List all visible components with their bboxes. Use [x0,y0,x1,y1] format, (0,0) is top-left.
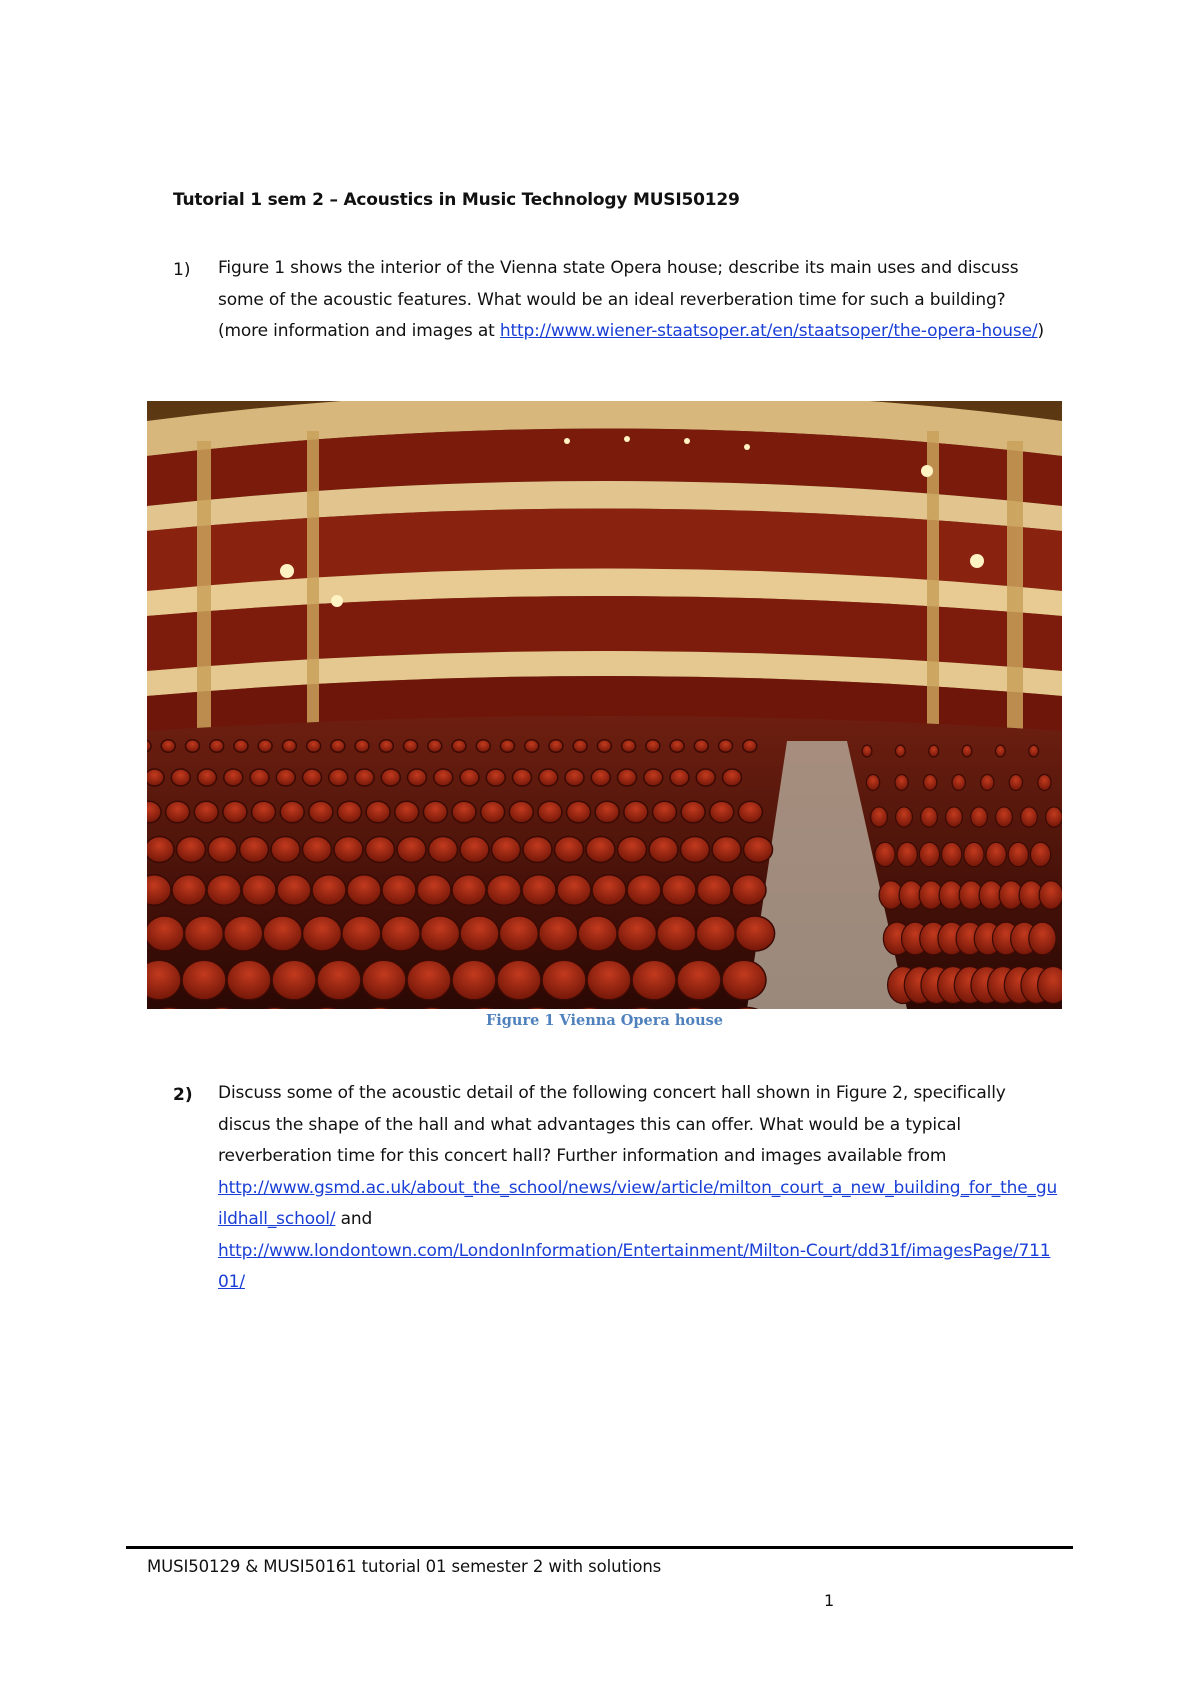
seat-shape [460,916,499,951]
seat-shape [182,960,226,1000]
seat-shape [981,775,994,791]
seat-shape [263,916,302,951]
seat-shape [481,801,505,823]
seat-shape [362,960,406,1000]
seat-shape [347,875,381,906]
question-2-text [218,1078,1058,1299]
seat-shape [895,775,908,791]
seat-shape [1021,807,1038,827]
seat-shape [871,807,888,827]
seat-shape [240,836,269,862]
seat-shape [486,769,505,786]
seat-shape [1038,775,1051,791]
seat-shape [722,960,766,1000]
seat-shape [523,836,552,862]
seat-shape [897,842,917,866]
seat-shape [277,875,311,906]
seat-shape [743,740,757,753]
seat-shape [565,769,584,786]
seat-shape [567,801,591,823]
seat-shape [738,801,762,823]
seat-shape [744,836,773,862]
vienna-opera-photo [147,401,1062,1009]
seat-shape [334,836,363,862]
seat-shape [670,769,689,786]
seat-shape [662,875,696,906]
seat-shape [198,769,217,786]
seat-shape [280,801,304,823]
seat-shape [1038,967,1062,1004]
seat-shape [234,740,248,753]
seat-shape [250,769,269,786]
seat-shape [309,801,333,823]
seat-shape [223,801,247,823]
seat-shape [147,916,184,951]
seat-shape [946,807,963,827]
seat-shape [379,740,393,753]
seat-shape [303,916,342,951]
seat-shape [591,769,610,786]
seat-shape [509,801,533,823]
seat-shape [303,836,332,862]
seat-shape [428,740,442,753]
footer-divider [126,1546,1073,1549]
seat-shape [866,775,879,791]
seat-shape [618,836,647,862]
figure-1-caption: Figure 1 Vienna Opera house [485,1012,723,1029]
seat-shape [500,740,514,753]
seat-shape [586,836,615,862]
seat-shape [952,775,965,791]
seat-shape [408,769,427,786]
seat-shape [632,960,676,1000]
seat-shape [317,960,361,1000]
seat-shape [382,875,416,906]
footer-text: MUSI50129 & MUSI50161 tutorial 01 semester 2 with solutions [147,1557,662,1576]
seat-shape [172,875,206,906]
seat-shape [670,740,684,753]
seat-shape [964,842,984,866]
seat-shape [366,801,390,823]
question-2-number: 2) [173,1085,193,1105]
seat-shape [732,875,766,906]
seat-shape [161,740,175,753]
seat-shape [539,916,578,951]
seat-shape [710,801,734,823]
seat-shape [573,740,587,753]
seat-shape [1008,842,1028,866]
seat-shape [276,769,295,786]
seat-shape [307,740,321,753]
seat-shape [407,960,451,1000]
document-title: Tutorial 1 sem 2 – Acoustics in Music Technology MUSI50129 [173,190,740,210]
seat-shape [224,916,263,951]
seat-shape [355,740,369,753]
seat-shape [184,916,223,951]
seat-shape [1009,775,1022,791]
question-2-and: and [335,1209,373,1229]
seat-shape [525,740,539,753]
question-1-body: Figure 1 shows the interior of the Vienna state Opera house; describe its main uses and discuss some of the acoustic features. What would be an ideal reverberation time for such a building? (more information and images at [218,258,1019,341]
seat-shape [681,801,705,823]
seat-shape [677,960,721,1000]
seat-shape [366,836,395,862]
seat-shape [460,836,489,862]
seat-shape [242,875,276,906]
seat-shape [397,836,426,862]
seat-shape [896,807,913,827]
seat-shape [492,836,521,862]
seat-shape [597,740,611,753]
seat-shape [862,745,872,757]
seat-shape [147,769,164,786]
seat-shape [697,875,731,906]
seat-shape [258,740,272,753]
seat-shape [282,740,296,753]
seat-shape [452,740,466,753]
seat-shape [272,960,316,1000]
seat-shape [1029,922,1056,955]
seat-shape [652,801,676,823]
seat-shape [452,960,496,1000]
seat-shape [578,916,617,951]
page-number: 1 [824,1591,835,1610]
seat-shape [513,769,532,786]
question-2-body: Discuss some of the acoustic detail of the following concert hall shown in Figure 2, specifically discus the shape of the hall and what advantages this can offer. What would be a typical reverberation time for this concert hall? Further information and images available from [218,1083,1006,1166]
seat-shape [592,875,626,906]
seat-shape [555,836,584,862]
seat-shape [522,875,556,906]
seat-shape [538,801,562,823]
seat-shape [421,916,460,951]
seat-shape [404,740,418,753]
seat-shape [271,836,300,862]
seat-shape [227,960,271,1000]
seat-shape [497,960,541,1000]
seat-shape [210,740,224,753]
seat-shape [995,745,1005,757]
question-1-closing: ) [1037,321,1044,341]
seat-shape [627,875,661,906]
seat-shape [542,960,586,1000]
seat-shape [312,875,346,906]
seat-shape [971,807,988,827]
seat-shape [649,836,678,862]
seat-shape [696,769,715,786]
seat-shape [355,769,374,786]
seat-shape [895,745,905,757]
seat-shape [207,875,241,906]
seat-shape [395,801,419,823]
seat-shape [460,769,479,786]
gsmd-link[interactable]: http://www.gsmd.ac.uk/about_the_school/news/view/article/milton_court_a_new_building_for_the_guildhall_school/ [218,1177,1058,1229]
seat-shape [539,769,558,786]
seat-shape [622,740,636,753]
seat-shape [694,740,708,753]
seat-shape [171,769,190,786]
seat-shape [921,807,938,827]
seat-shape [429,836,458,862]
question-1-number: 1) [173,260,191,280]
seat-shape [657,916,696,951]
seat-shape [929,745,939,757]
seat-shape [923,775,936,791]
seat-shape [331,740,345,753]
seat-shape [194,801,218,823]
seat-shape [986,842,1006,866]
vienna-opera-link[interactable]: http://www.wiener-staatsoper.at/en/staatsoper/the-opera-house/ [499,321,1038,341]
londontown-link[interactable]: http://www.londontown.com/LondonInformation/Entertainment/Milton-Court/dd31f/imagesPage/71101/ [218,1240,1051,1292]
seat-shape [452,875,486,906]
seat-shape [557,875,591,906]
seat-shape [942,842,962,866]
seat-shape [1039,881,1062,910]
seat-shape [224,769,243,786]
seat-shape [919,842,939,866]
seat-shape [549,740,563,753]
seat-shape [723,769,742,786]
seat-shape [962,745,972,757]
seat-shape [736,916,775,951]
seat-shape [587,960,631,1000]
seat-shape [1030,842,1050,866]
seat-shape [166,801,190,823]
seat-shape [381,916,420,951]
seat-shape [252,801,276,823]
seat-shape [417,875,451,906]
question-1-text [218,253,1058,348]
seat-shape [147,836,174,862]
seat-shape [423,801,447,823]
seat-shape [719,740,733,753]
seat-shape [624,801,648,823]
seat-shape [434,769,453,786]
seat-shape [476,740,490,753]
seat-shape [329,769,348,786]
seat-shape [208,836,237,862]
seat-shape [996,807,1013,827]
seat-shape [499,916,538,951]
seat-shape [487,875,521,906]
seat-shape [618,769,637,786]
seat-shape [644,769,663,786]
seat-shape [185,740,199,753]
seat-shape [303,769,322,786]
seat-shape [1029,745,1039,757]
seat-shape [595,801,619,823]
seat-shape [696,916,735,951]
seat-shape [618,916,657,951]
seat-shape [646,740,660,753]
seat-shape [1046,807,1062,827]
seat-shape [875,842,895,866]
seat-shape [452,801,476,823]
seat-shape [342,916,381,951]
seat-shape [681,836,710,862]
seat-shape [712,836,741,862]
seat-shape [177,836,206,862]
seat-shape [337,801,361,823]
seat-shape [381,769,400,786]
